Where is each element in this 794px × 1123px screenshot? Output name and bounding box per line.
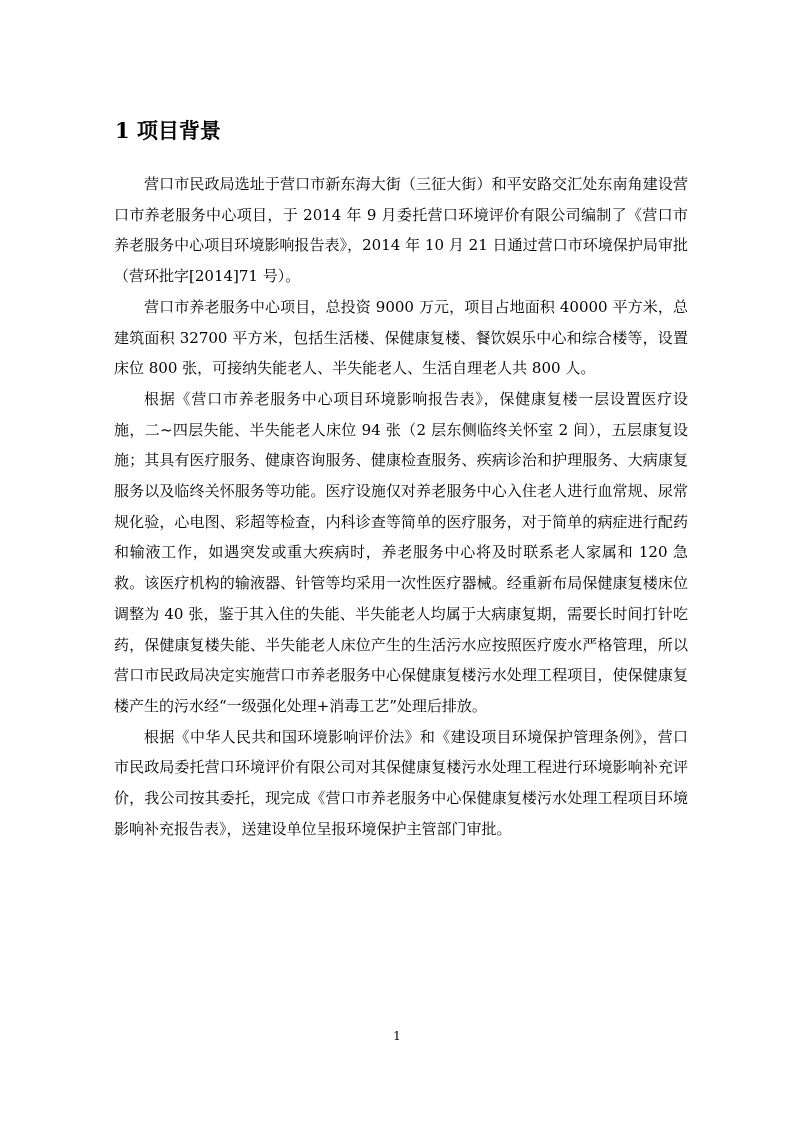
paragraph-project-approval: 营口市民政局选址于营口市新东海大街（三征大街）和平安路交汇处东南角建设营口市养老服务中心项目，于 2014 年 9 月委托营口环境评价有限公司编制了《营口市养老服务中心项目环境影响报告表》，2014 年 10 月 21 日通过营口市环境保护局审批（营环批字[2014]71 号）。: [114, 175, 688, 286]
section-heading: 1 项目背景: [115, 118, 221, 143]
paragraph-project-scale: 营口市养老服务中心项目，总投资 9000 万元，项目占地面积 40000 平方米，总建筑面积 32700 平方米，包括生活楼、保健康复楼、餐饮娱乐中心和综合楼等，设置床位 800 张，可接纳失能老人、半失能老人、生活自理老人共 800 人。: [114, 297, 688, 378]
page-number: 1: [393, 1029, 401, 1043]
paragraph-assessment-commission: 根据《中华人民共和国环境影响评价法》和《建设项目环境保护管理条例》，营口市民政局委托营口环境评价有限公司对其保健康复楼污水处理工程进行环境影响补充评价，我公司按其委托，现完成《营口市养老服务中心保健康复楼污水处理工程项目环境影响补充报告表》，送建设单位呈报环境保护主管部门审批。: [114, 727, 688, 838]
paragraph-medical-facilities: 根据《营口市养老服务中心项目环境影响报告表》，保健康复楼一层设置医疗设施，二~四层失能、半失能老人床位 94 张（2 层东侧临终关怀室 2 间），五层康复设施；其具有医疗服务、健康咨询服务、健康检查服务、疾病诊治和护理服务、大病康复服务以及临终关怀服务等功能。医疗设施仅对养老服务中心入住老人进行血常规、尿常规化验，心电图、彩超等检查，内科诊查等简单的医疗服务，对于简单的病症进行配药和输液工作，如遇突发或重大疾病时，养老服务中心将及时联系老人家属和 120 急救。该医疗机构的输液器、针管等均采用一次性医疗器械。经重新布局保健康复楼床位调整为 40 张，鉴于其入住的失能、半失能老人均属于大病康复期，需要长时间打针吃药，保健康复楼失能、半失能老人床位产生的生活污水应按照医疗废水严格管理，所以营口市民政局决定实施营口市养老服务中心保健康复楼污水处理工程项目，使保健康复楼产生的污水经“一级强化处理+消毒工艺”处理后排放。: [114, 389, 688, 715]
body-text: [114, 169, 688, 844]
